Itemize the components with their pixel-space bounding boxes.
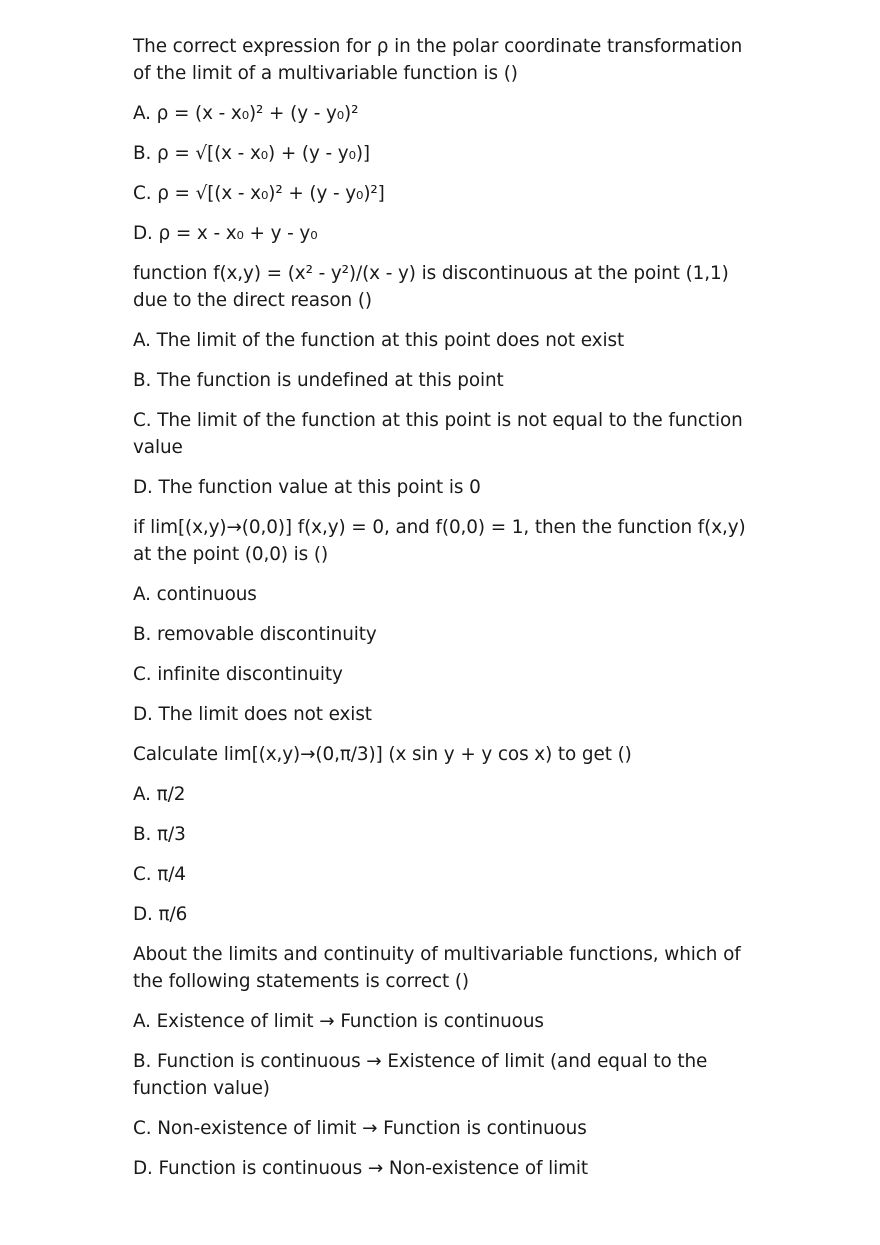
option-a: A. ρ = (x - x₀)² + (y - y₀)² — [133, 103, 359, 124]
question-stem: Calculate lim[(x,y)→(0,π/3)] (x sin y + y cos x) to get () — [133, 744, 632, 765]
option-b: B. π/3 — [133, 824, 186, 845]
option-c: C. π/4 — [133, 864, 186, 885]
option-b: B. The function is undefined at this point — [133, 370, 504, 391]
document-page — [133, 33, 753, 1195]
option-a: A. π/2 — [133, 784, 186, 805]
option-b: B. ρ = √[(x - x₀) + (y - y₀)] — [133, 143, 370, 164]
option-a: A. continuous — [133, 584, 257, 605]
option-d: D. The function value at this point is 0 — [133, 477, 481, 498]
option-d: D. π/6 — [133, 904, 188, 925]
option-d: D. ρ = x - x₀ + y - y₀ — [133, 223, 318, 244]
option-b: B. removable discontinuity — [133, 624, 377, 645]
question-3 — [133, 514, 753, 728]
option-c: C. Non-existence of limit → Function is continuous — [133, 1118, 587, 1139]
question-4 — [133, 741, 753, 928]
question-5 — [133, 941, 753, 1182]
option-c: C. The limit of the function at this point is not equal to the function value — [133, 410, 743, 458]
question-1 — [133, 33, 753, 247]
option-c: C. ρ = √[(x - x₀)² + (y - y₀)²] — [133, 183, 385, 204]
question-stem: function f(x,y) = (x² - y²)/(x - y) is discontinuous at the point (1,1) due to the direct reason () — [133, 263, 729, 311]
option-a: A. Existence of limit → Function is continuous — [133, 1011, 544, 1032]
option-b: B. Function is continuous → Existence of limit (and equal to the function value) — [133, 1051, 708, 1099]
question-stem: About the limits and continuity of multivariable functions, which of the following statements is correct () — [133, 944, 741, 992]
question-stem: The correct expression for ρ in the polar coordinate transformation of the limit of a multivariable function is () — [133, 36, 743, 84]
question-2 — [133, 260, 753, 501]
question-stem: if lim[(x,y)→(0,0)] f(x,y) = 0, and f(0,0) = 1, then the function f(x,y) at the point (0,0) is () — [133, 517, 746, 565]
option-c: C. infinite discontinuity — [133, 664, 343, 685]
option-a: A. The limit of the function at this point does not exist — [133, 330, 625, 351]
option-d: D. Function is continuous → Non-existence of limit — [133, 1158, 589, 1179]
option-d: D. The limit does not exist — [133, 704, 372, 725]
